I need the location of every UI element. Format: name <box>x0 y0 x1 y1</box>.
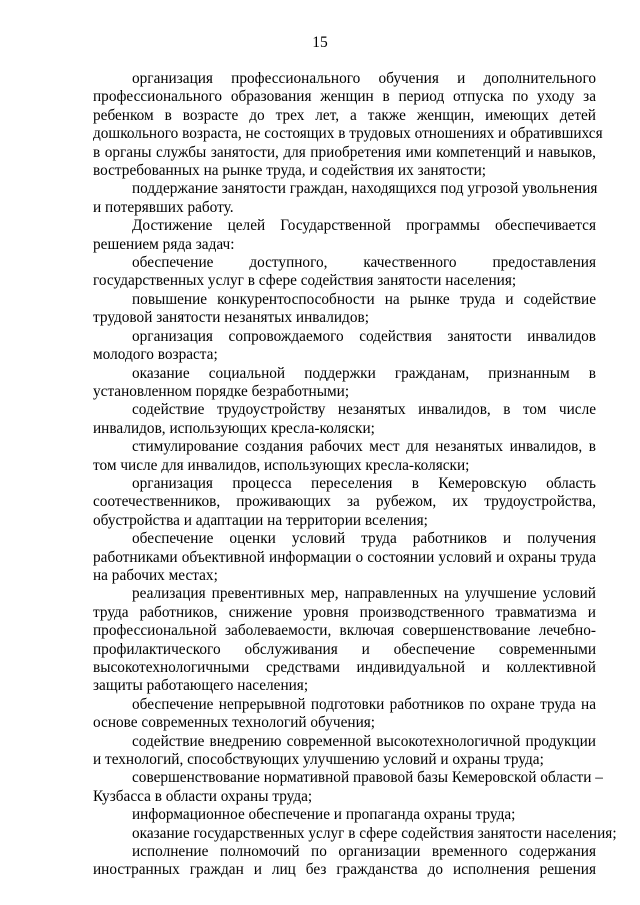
text-line: повышение конкурентоспособности на рынке труда и содействие <box>132 290 596 308</box>
text-line: и технологий, способствующих улучшению условий и охраны труда; <box>93 751 544 769</box>
page-number: 15 <box>312 34 328 51</box>
text-line: оказание социальной поддержки гражданам, признанным в <box>132 364 596 382</box>
text-line: государственных услуг в сфере содействия занятости населения; <box>93 272 517 290</box>
paragraph <box>93 585 596 695</box>
text-line: решением ряда задач: <box>93 235 235 253</box>
text-line: организация процесса переселения в Кемеровскую область <box>132 474 596 492</box>
paragraph <box>93 843 596 880</box>
paragraph <box>93 291 596 328</box>
paragraph <box>93 401 596 438</box>
paragraph <box>93 365 596 402</box>
text-line: труда работников, снижение уровня производственного травматизма и <box>93 603 596 621</box>
text-line: профилактического обслуживания и обеспечение современными <box>93 640 596 658</box>
text-line: совершенствование нормативной правовой базы Кемеровской области – <box>132 769 603 787</box>
text-line: Кузбасса в области охраны труда; <box>93 787 313 805</box>
text-line: профессиональной заболеваемости, включая совершенствование лечебно- <box>93 622 596 640</box>
text-line: трудовой занятости незанятых инвалидов; <box>93 309 369 327</box>
text-line: поддержание занятости граждан, находящихся под угрозой увольнения <box>132 180 598 198</box>
text-line: востребованных на рынке труда, и содействия их занятости; <box>93 162 487 180</box>
text-line: реализация превентивных мер, направленных на улучшение условий <box>132 585 596 603</box>
paragraph <box>93 70 603 180</box>
text-line: том числе для инвалидов, использующих кресла-коляски; <box>93 456 470 474</box>
text-line: Достижение целей Государственной программы обеспечивается <box>132 217 596 235</box>
text-line: основе современных технологий обучения; <box>93 714 376 732</box>
text-line: обеспечение оценки условий труда работников и получения <box>132 530 596 548</box>
paragraph <box>93 530 596 585</box>
text-line: в органы службы занятости, для приобретения ими компетенций и навыков, <box>93 143 596 161</box>
paragraph <box>93 806 596 824</box>
paragraph <box>93 733 596 770</box>
body-text <box>93 70 617 880</box>
text-line: ребенком в возрасте до трех лет, а также женщин, имеющих детей <box>93 106 596 124</box>
text-line: организация сопровождаемого содействия занятости инвалидов <box>132 327 596 345</box>
text-line: на рабочих местах; <box>93 566 218 584</box>
text-line: дошкольного возраста, не состоящих в трудовых отношениях и обратившихся <box>93 125 603 143</box>
paragraph <box>93 475 596 530</box>
text-line: работниками объективной информации о состоянии условий и охраны труда <box>93 548 596 566</box>
text-line: организация профессионального обучения и дополнительного <box>132 70 596 87</box>
paragraph <box>93 769 603 806</box>
text-line: высокотехнологичными средствами индивидуальной и коллективной <box>93 659 596 676</box>
paragraph <box>93 328 596 365</box>
text-line: исполнение полномочий по организации временного содержания <box>132 843 596 861</box>
text-line: соотечественников, проживающих за рубежом, их трудоустройства, <box>93 493 596 511</box>
text-line: содействие внедрению современной высокотехнологичной продукции <box>132 732 596 750</box>
text-line: инвалидов, использующих кресла-коляски; <box>93 419 375 437</box>
paragraph <box>93 217 596 254</box>
text-line: содействие трудоустройству незанятых инвалидов, в том числе <box>132 401 596 419</box>
text-line: установленном порядке безработными; <box>93 382 350 400</box>
paragraph <box>93 696 596 733</box>
text-line: и потерявших работу. <box>93 198 234 216</box>
text-line: оказание государственных услуг в сфере содействия занятости населения; <box>132 824 617 842</box>
paragraph <box>93 824 617 843</box>
text-line: иностранных граждан и лиц без гражданства до исполнения решения <box>93 861 596 879</box>
text-line: молодого возраста; <box>93 346 218 364</box>
text-line: обустройства и адаптации на территории вселения; <box>93 511 428 529</box>
text-line: обеспечение доступного, качественного предоставления <box>132 254 596 272</box>
paragraph <box>93 180 596 217</box>
paragraph <box>93 438 596 475</box>
text-line: обеспечение непрерывной подготовки работников по охране труда на <box>132 695 596 713</box>
text-line: защиты работающего населения; <box>93 677 309 695</box>
text-line: профессионального образования женщин в период отпуска по уходу за <box>93 88 596 106</box>
paragraph <box>93 254 596 291</box>
text-line: информационное обеспечение и пропаганда охраны труда; <box>132 806 516 824</box>
text-line: стимулирование создания рабочих мест для незанятых инвалидов, в <box>132 438 596 456</box>
